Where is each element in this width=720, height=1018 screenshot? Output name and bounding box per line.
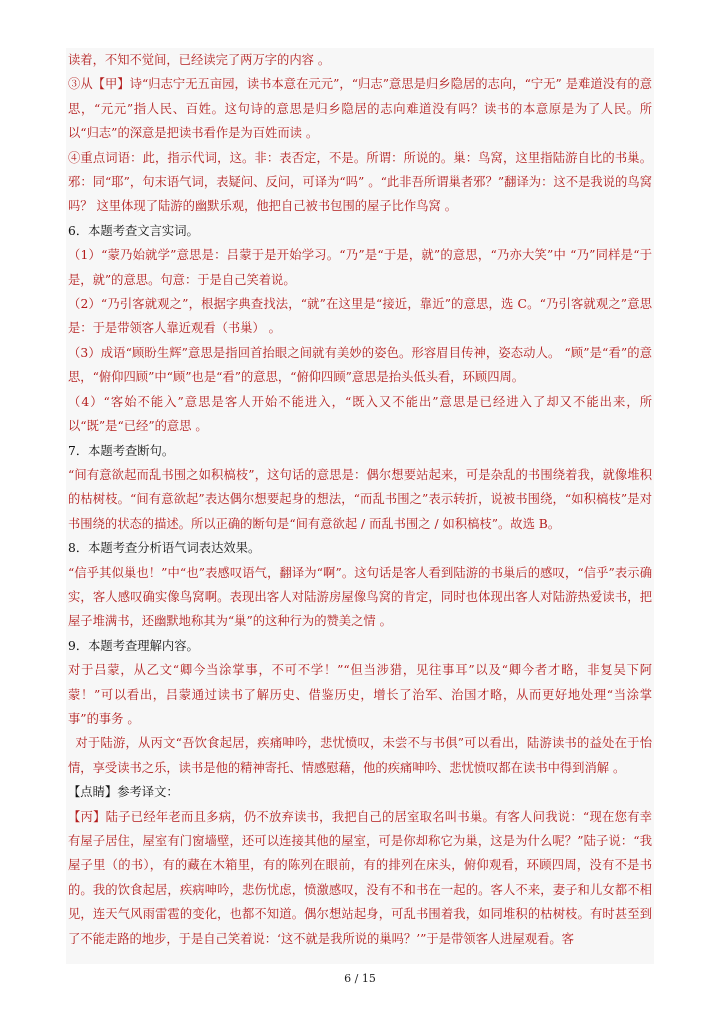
dianjing-heading: 【点睛】参考译文： [68,785,179,800]
question-6-heading: 6．本题考查文言实词。 [68,223,199,238]
paragraph-q7: “间有意欲起而乱书围之如积槁枝”，这句话的意思是：偶尔想要站起来，可是杂乱的书围绕着我，就像堆积的枯树枝。“间有意欲起”表达偶尔想要起身的想法，“而乱书围之”表示转折，说被书围绕，“如积槁枝”是对书围绕的状态的描述。所以正确的断句是“间有意欲起 / 而乱书围之 / 如积槁枝”。故选 B。 [68,467,652,531]
paragraph-3: ④重点词语：此，指示代词，这。非：表否定，不是。所谓：所说的。巢：鸟窝，这里指陆游自比的书巢。邪：同“耶”，句末语气词，表疑问、反问，可译为“吗” 。“此非吾所谓巢者邪？”翻译为：这不是我说的鸟窝吗？ 这里体现了陆游的幽默乐观，他把自己被书包围的屋子比作鸟窝 。 [68,150,652,214]
paragraph-q9-luyou: 对于陆游，从丙文“吾饮食起居，疾痛呻吟，悲忧愤叹，未尝不与书俱”可以看出，陆游读书的益处在于怡情，享受读书之乐，读书是他的精神寄托、情感慰藉，他的疾痛呻吟、悲忧愤叹都在读书中得到消解 。 [68,736,652,775]
paragraph-2: ③从【甲】诗“归志宁无五亩园，读书本意在元元”，“归志”意思是归乡隐居的志向，“宁无” 是难道没有的意思，“元元”指人民、百姓。这句诗的意思是归乡隐居的志向难道没有吗？读书的本意原是为了人民。所以“归志”的深意是把读书看作是为百姓而读 。 [68,77,652,141]
question-8-heading: 8．本题考查分析语气词表达效果。 [68,541,261,556]
paragraph-q6-3: （3）成语“顾盼生辉”意思是指回首抬眼之间就有美妙的姿色。形容眉目传神，姿态动人。 “顾”是“看”的意思，“俯仰四顾”中“顾”也是“看”的意思，“俯仰四顾”意思是抬头低头看，环顾四周。 [68,345,652,385]
question-7-heading: 7．本题考查断句。 [68,443,175,458]
paragraph-1: 读着，不知不觉间，已经读完了两万字的内容 。 [68,53,331,67]
paragraph-q6-4: （4）“客始不能入”意思是客人开始不能进入，“既入又不能出”意思是已经进入了却又不能出来，所以“既”是“已经”的意思 。 [68,394,652,434]
translation-paragraph: 【丙】陆子已经年老而且多病，仍不放弃读书，我把自己的居室取名叫书巢。有客人问我说：“现在您有幸有屋子居住，屋室有门窗墙壁，还可以连接其他的屋室，可是你却称它为巢，这是为什么呢？”陆子说：“我屋子里（的书），有的藏在木箱里，有的陈列在眼前，有的排列在床头，俯仰观看，环顾四周，没有不是书的。我的饮食起居，疾病呻吟，悲伤忧虑，愤激感叹，没有不和书在一起的。客人不来，妻子和儿女都不相见，连天气风雨雷雹的变化，也都不知道。偶尔想站起身，可乱书围着我，如同堆积的枯树枝。有时甚至到了不能走路的地步，于是自己笑着说：‘这不就是我所说的巢吗？’”于是带领客人进屋观看。客 [68,809,652,946]
paragraph-q9-lumeng: 对于吕蒙，从乙文“卿今当涂掌事，不可不学！”“但当涉猎，见往事耳”以及“卿今者才略，非复吴下阿蒙！”可以看出，吕蒙通过读书了解历史、借鉴历史，增长了治军、治国才略，从而更好地处理“当涂掌事”的事务 。 [68,663,652,726]
page-number: 6 / 15 [344,972,376,985]
paragraph-q6-1: （1）“蒙乃始就学”意思是：吕蒙于是开始学习。“乃”是“于是，就”的意思，“乃亦大笑”中 “乃”同样是“于是，就”的意思。句意：于是自己笑着说。 [68,248,652,287]
paragraph-q6-2: （2）“乃引客就观之”，根据字典查找法，“就”在这里是“接近，靠近”的意思，选 C。“乃引客就观之”意思是：于是带领客人靠近观看（书巢） 。 [68,297,652,336]
paragraph-q8: “信乎其似巢也！”中“也”表感叹语气，翻译为“啊”。这句话是客人看到陆游的书巢后的感叹，“信乎”表示确实，客人感叹确实像鸟窝啊。表现出客人对陆游房屋像鸟窝的肯定，同时也体现出客人对陆游热爱读书，把屋子堆满书，还幽默地称其为“巢”的这种行为的赞美之情 。 [68,565,652,629]
question-9-heading: 9．本题考查理解内容。 [68,638,199,653]
document-page [66,48,654,964]
